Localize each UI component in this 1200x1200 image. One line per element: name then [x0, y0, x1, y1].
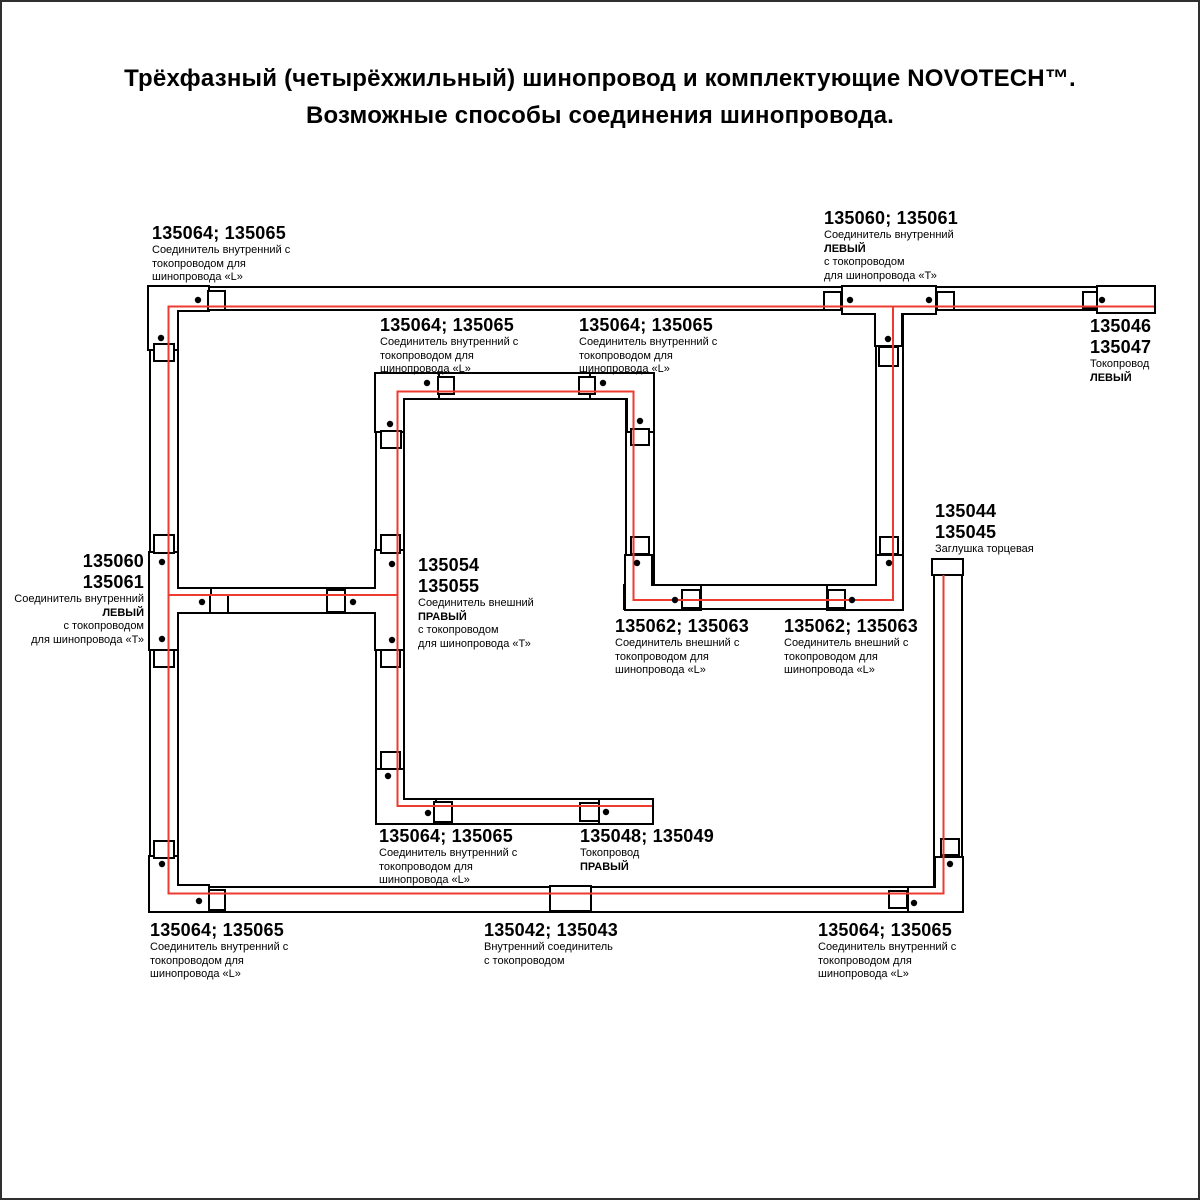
- part-label-top-left-connector: [152, 223, 290, 285]
- part-description-line: шинопровода «L»: [784, 664, 875, 676]
- part-label-bottom-center-coupler: [484, 920, 618, 968]
- part-label-inner-bottom-left-connector: [379, 826, 517, 888]
- part-description-line: с токопроводом: [63, 620, 144, 632]
- part-description-line: шинопровода «L»: [380, 363, 471, 375]
- part-label-feed-left: [1090, 316, 1151, 385]
- connector-top-left-L: [148, 286, 209, 350]
- part-code: 135062; 135063: [784, 616, 918, 636]
- part-description-line: ЛЕВЫЙ: [1090, 371, 1132, 384]
- part-description-line: токопроводом для: [152, 257, 246, 270]
- part-description-line: Соединитель внутренний с: [379, 847, 518, 859]
- part-description-line: Соединитель внутренний с: [150, 941, 289, 953]
- part-description-line: Соединитель внутренний с: [818, 941, 957, 953]
- title-line-1: Трёхфазный (четырёхжильный) шинопровод и комплектующие NOVOTECH™.: [124, 65, 1076, 92]
- part-description-line: для шинопровода «Т»: [824, 269, 937, 282]
- part-code: 135061: [82, 572, 144, 592]
- part-description-line: ЛЕВЫЙ: [824, 242, 866, 255]
- part-description-line: с токопроводом: [418, 624, 499, 636]
- part-description-line: Соединитель внешний с: [615, 637, 740, 649]
- part-description-line: с токопроводом: [484, 954, 565, 967]
- part-description-line: Соединитель внутренний с: [152, 244, 291, 256]
- part-description-line: Соединитель внутренний с: [380, 336, 519, 348]
- part-label-outer-right-corner: [784, 616, 918, 678]
- part-label-top-tee-connector: [824, 208, 958, 283]
- part-code: 135045: [935, 522, 997, 542]
- part-code: 135047: [1090, 337, 1152, 357]
- part-description-line: шинопровода «L»: [150, 968, 241, 980]
- part-description-line: Соединитель внутренний: [824, 229, 954, 241]
- part-description-line: с токопроводом: [824, 256, 905, 268]
- track-layout-diagram: [2, 2, 1200, 1200]
- part-code: 135064; 135065: [818, 920, 952, 940]
- part-label-bottom-left-connector: [150, 920, 288, 982]
- part-description-line: токопроводом для: [615, 650, 709, 663]
- part-description-line: Соединитель внешний: [418, 597, 534, 609]
- part-code: 135064; 135065: [152, 223, 286, 243]
- part-description-line: шинопровода «L»: [579, 363, 670, 375]
- part-code: 135048; 135049: [580, 826, 714, 846]
- part-description-line: токопроводом для: [818, 954, 912, 967]
- part-code: 135054: [418, 555, 480, 575]
- part-description-line: Внутренний соединитель: [484, 941, 613, 953]
- part-description-line: для шинопровода «Т»: [31, 633, 144, 646]
- part-description-line: для шинопровода «Т»: [418, 637, 531, 650]
- part-label-inner-top-left-connector: [380, 315, 518, 377]
- part-label-bottom-right-connector: [818, 920, 956, 982]
- part-description-line: шинопровода «L»: [615, 664, 706, 676]
- part-code: 135062; 135063: [615, 616, 749, 636]
- part-description-line: шинопровода «L»: [379, 874, 470, 886]
- part-description-line: Токопровод: [580, 847, 640, 859]
- part-code: 135064; 135065: [379, 826, 513, 846]
- part-description-line: Соединитель внутренний: [14, 593, 144, 605]
- part-description-line: токопроводом для: [380, 349, 474, 362]
- part-code: 135060: [82, 551, 144, 571]
- part-label-center-tee-connector: [418, 555, 534, 651]
- part-description-line: шинопровода «L»: [152, 271, 243, 283]
- part-label-inner-top-right-connector: [579, 315, 717, 377]
- part-description-line: токопроводом для: [579, 349, 673, 362]
- part-code: 135044: [935, 501, 997, 521]
- part-description-line: шинопровода «L»: [818, 968, 909, 980]
- part-description-line: токопроводом для: [784, 650, 878, 663]
- part-code: 135042; 135043: [484, 920, 618, 940]
- part-code: 135046: [1090, 316, 1152, 336]
- end-cap-block: [932, 559, 963, 575]
- coupler-block: [550, 886, 591, 911]
- connector-inner-top-right-L: [590, 373, 654, 432]
- part-description-line: Соединитель внешний с: [784, 637, 909, 649]
- part-description-line: ПРАВЫЙ: [418, 610, 467, 623]
- part-description-line: токопроводом для: [150, 954, 244, 967]
- title-line-2: Возможные способы соединения шинопровода.: [305, 102, 895, 129]
- part-description-line: Соединитель внутренний с: [579, 336, 718, 348]
- part-code: 135060; 135061: [824, 208, 958, 228]
- part-code: 135055: [418, 576, 480, 596]
- part-code: 135064; 135065: [380, 315, 514, 335]
- part-description-line: ПРАВЫЙ: [580, 860, 629, 873]
- part-description-line: токопроводом для: [379, 860, 473, 873]
- part-code: 135064; 135065: [150, 920, 284, 940]
- part-description-line: ЛЕВЫЙ: [102, 606, 144, 619]
- part-label-feed-right: [580, 826, 714, 874]
- part-label-outer-left-corner: [615, 616, 749, 678]
- part-description-line: Заглушка торцевая: [935, 543, 1034, 555]
- part-description-line: Токопровод: [1090, 358, 1150, 370]
- connector-feed-left: [1097, 286, 1155, 313]
- part-label-end-cap: [935, 501, 1034, 557]
- part-label-left-tee-connector: [2, 551, 144, 647]
- part-code: 135064; 135065: [579, 315, 713, 335]
